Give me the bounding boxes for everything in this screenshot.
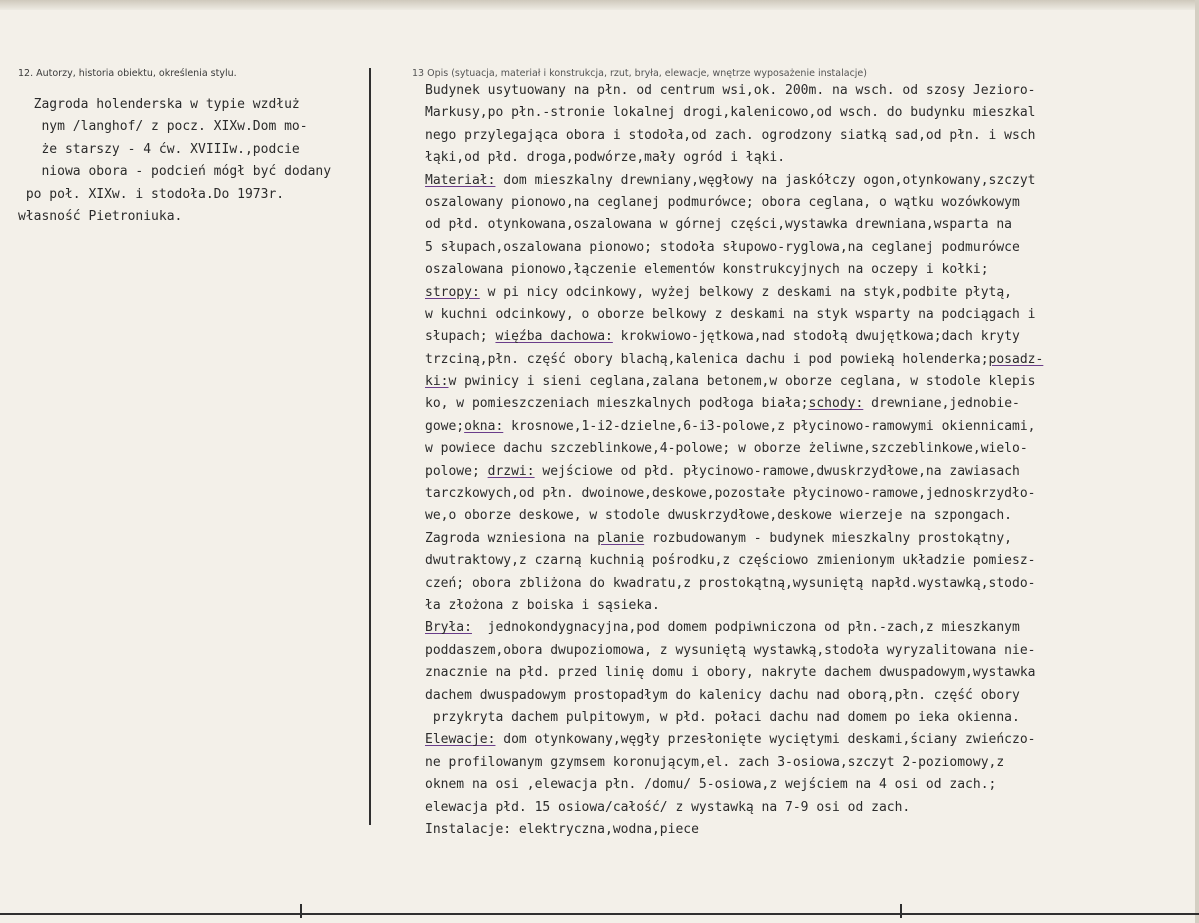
text-line: po poł. XIXw. i stodoła.Do 1973r. bbox=[18, 186, 285, 202]
text-line bbox=[425, 461, 1043, 483]
text-line bbox=[425, 617, 1043, 639]
text-segment: ła złożona z boiska i sąsieka. bbox=[425, 597, 660, 613]
text-segment: oknem na osi ,elewacja płn. /domu/ 5-osiowa,z wejściem na 4 osi od zach.; bbox=[425, 777, 997, 793]
text-segment: dachem dwuspadowym prostopadłym do kalenicy dachu nad oborą,płn. część obory bbox=[425, 687, 1020, 703]
text-line bbox=[425, 393, 1043, 415]
form-bottom-rule bbox=[0, 913, 1199, 915]
text-line: własność Pietroniuka. bbox=[18, 208, 183, 224]
text-segment: elewacja płd. 15 osiowa/całość/ z wystawką na 7-9 osi od zach. bbox=[425, 799, 911, 815]
text-segment: w pwinicy i sieni ceglana,zalana betonem,w oborze ceglana, w stodole klepis bbox=[448, 374, 1036, 390]
text-segment: oszalowana pionowo,łączenie elementów konstrukcyjnych na oczepy i kołki; bbox=[425, 262, 989, 278]
text-line bbox=[425, 819, 1043, 841]
text-line bbox=[425, 416, 1043, 438]
text-line bbox=[425, 528, 1043, 550]
text-segment: w pi nicy odcinkowy, wyżej belkowy z deskami na styk,podbite płytą, bbox=[479, 284, 1013, 300]
text-segment: drewniane,jednobie- bbox=[863, 396, 1020, 412]
underlined-heading: Elewacje: bbox=[425, 732, 496, 748]
text-line bbox=[425, 685, 1043, 707]
text-segment: dom otynkowany,węgły przesłonięte wyciętymi deskami,ściany zwieńczo- bbox=[495, 732, 1036, 748]
text-segment: Budynek usytuowany na płn. od centrum wsi,ok. 200m. na wsch. od szosy Jezioro- bbox=[425, 83, 1036, 98]
text-segment: oszalowany pionowo,na ceglanej podmurówce; obora ceglana, o wątku wozówkowym bbox=[425, 194, 1020, 210]
column-divider bbox=[369, 68, 371, 825]
text-segment: ne profilowanym gzymsem koronującym,el. zach 3-osiowa,szczyt 2-poziomowy,z bbox=[425, 754, 1005, 770]
underlined-heading: Bryła: bbox=[425, 620, 472, 636]
paper-edge-top bbox=[0, 0, 1199, 10]
text-line bbox=[425, 371, 1043, 393]
text-segment: trzciną,płn. część obory blachą,kalenica dachu i pod powieką holenderka; bbox=[425, 351, 989, 367]
text-segment: od płd. otynkowana,oszalowana w górnej części,wystawka drewniana,wsparta na bbox=[425, 217, 1012, 233]
underlined-heading: posadz- bbox=[988, 351, 1044, 367]
text-line bbox=[425, 282, 1043, 304]
text-line bbox=[425, 259, 1043, 281]
text-segment: 5 słupach,oszalowana pionowo; stodoła słupowo-ryglowa,na ceglanej podmurówce bbox=[425, 239, 1020, 255]
text-line bbox=[425, 237, 1043, 259]
text-segment: tarczkowych,od płn. dwoinowe,deskowe,pozostałe płycinowo-ramowe,jednoskrzydło- bbox=[425, 486, 1036, 502]
text-line bbox=[425, 125, 1043, 147]
text-segment: Instalacje: elektryczna,wodna,piece bbox=[425, 821, 699, 837]
text-segment: łąki,od płd. droga,podwórze,mały ogród i łąki. bbox=[425, 150, 786, 166]
text-line bbox=[425, 797, 1043, 819]
underlined-heading: Materiał: bbox=[425, 172, 496, 188]
text-segment: czeń; obora zbliżona do kwadratu,z prostokątną,wysuniętą napłd.wystawką,stodo- bbox=[425, 575, 1036, 591]
text-segment: krokwiowo-jętkowa,nad stodołą dwujętkowa;dach kryty bbox=[612, 329, 1020, 345]
text-line: niowa obora - podcień mógł być dodany bbox=[18, 164, 332, 180]
text-line bbox=[425, 192, 1043, 214]
text-line: Zagroda holenderska w typie wzdłuż bbox=[18, 97, 300, 112]
text-segment: rozbudowanym - budynek mieszkalny prostokątny, bbox=[644, 530, 1013, 546]
text-line bbox=[425, 752, 1043, 774]
underlined-heading: więźba dachowa: bbox=[495, 329, 613, 345]
text-segment: krosnowe,1-i2-dzielne,6-i3-polowe,z płycinowo-ramowymi okiennicami, bbox=[503, 418, 1036, 434]
text-segment: Zagroda wzniesiona na bbox=[425, 530, 598, 546]
text-segment: polowe; bbox=[425, 463, 488, 479]
text-segment: dom mieszkalny drewniany,węgłowy na jaskółczy ogon,otynkowany,szczyt bbox=[495, 172, 1036, 188]
text-line bbox=[425, 595, 1043, 617]
text-segment: dwutraktowy,z czarną kuchnią pośrodku,z częściowo zmienionym układzie pomiesz- bbox=[425, 553, 1036, 569]
underlined-heading: schody: bbox=[808, 396, 864, 412]
text-segment: wejściowe od płd. płycinowo-ramowe,dwuskrzydłowe,na zawiasach bbox=[534, 463, 1020, 479]
text-segment: ko, w pomieszczeniach mieszkalnych podłoga biała; bbox=[425, 396, 809, 412]
section-12-body bbox=[18, 94, 331, 228]
text-segment: jednokondygnacyjna,pod domem podpiwniczona od płn.-zach,z mieszkanym bbox=[471, 620, 1020, 636]
text-segment: w kuchni odcinkowy, o oborze belkowy z deskami na styk wsparty na podciągach i bbox=[425, 306, 1036, 322]
text-segment: znacznie na płd. przed linię domu i obory, nakryte dachem dwuspadowym,wystawka bbox=[425, 665, 1036, 681]
text-line bbox=[425, 505, 1043, 527]
section-13-body bbox=[425, 80, 1043, 841]
text-line bbox=[425, 640, 1043, 662]
text-line: nym /langhof/ z pocz. XIXw.Dom mo- bbox=[18, 119, 308, 135]
text-line bbox=[425, 304, 1043, 326]
text-line: że starszy - 4 ćw. XVIIIw.,podcie bbox=[18, 141, 300, 157]
text-segment: poddaszem,obora dwupoziomowa, z wysuniętą wystawką,stodoła wyryzalitowana nie- bbox=[425, 642, 1036, 658]
underlined-heading: drzwi: bbox=[487, 463, 535, 479]
section-13-header: 13 Opis (sytuacja, materiał i konstrukcja, rzut, bryła, elewacje, wnętrze wyposażenie instalacje) bbox=[412, 68, 867, 79]
text-segment: we,o oborze deskowe, w stodole dwuskrzydłowe,deskowe wierzeje na szpongach. bbox=[425, 508, 1012, 524]
underlined-heading: okna: bbox=[464, 418, 504, 434]
text-segment: nego przylegająca obora i stodoła,od zach. ogrodzony siatką sad,od płn. i wsch bbox=[425, 127, 1036, 143]
text-line bbox=[425, 774, 1043, 796]
text-line bbox=[425, 573, 1043, 595]
text-segment: w powiece dachu szczeblinkowe,4-polowe; w oborze żeliwne,szczeblinkowe,wielo- bbox=[425, 441, 1028, 457]
text-line bbox=[425, 729, 1043, 751]
paper-edge-right bbox=[1195, 0, 1199, 923]
section-12-header: 12. Autorzy, historia obiektu, określenia stylu. bbox=[18, 68, 237, 79]
text-line bbox=[425, 349, 1043, 371]
text-line bbox=[425, 147, 1043, 169]
form-tick bbox=[300, 904, 302, 918]
text-segment: gowe; bbox=[425, 418, 465, 434]
text-segment: Markusy,po płn.-stronie lokalnej drogi,kalenicowo,od wsch. do budynku mieszkal bbox=[425, 105, 1036, 121]
text-line bbox=[425, 326, 1043, 348]
underlined-heading: ki: bbox=[425, 374, 449, 390]
text-line bbox=[425, 662, 1043, 684]
text-segment: słupach; bbox=[425, 329, 496, 345]
text-line bbox=[425, 550, 1043, 572]
text-line bbox=[425, 707, 1043, 729]
form-tick bbox=[900, 904, 902, 918]
text-segment: przykryta dachem pulpitowym, w płd. połaci dachu nad domem po ieka okienna. bbox=[425, 709, 1020, 725]
text-line bbox=[425, 438, 1043, 460]
underlined-heading: planie bbox=[597, 530, 645, 546]
text-line bbox=[425, 483, 1043, 505]
text-line bbox=[425, 102, 1043, 124]
text-line bbox=[425, 80, 1043, 102]
underlined-heading: stropy: bbox=[425, 284, 480, 300]
text-line bbox=[425, 170, 1043, 192]
text-line bbox=[425, 214, 1043, 236]
